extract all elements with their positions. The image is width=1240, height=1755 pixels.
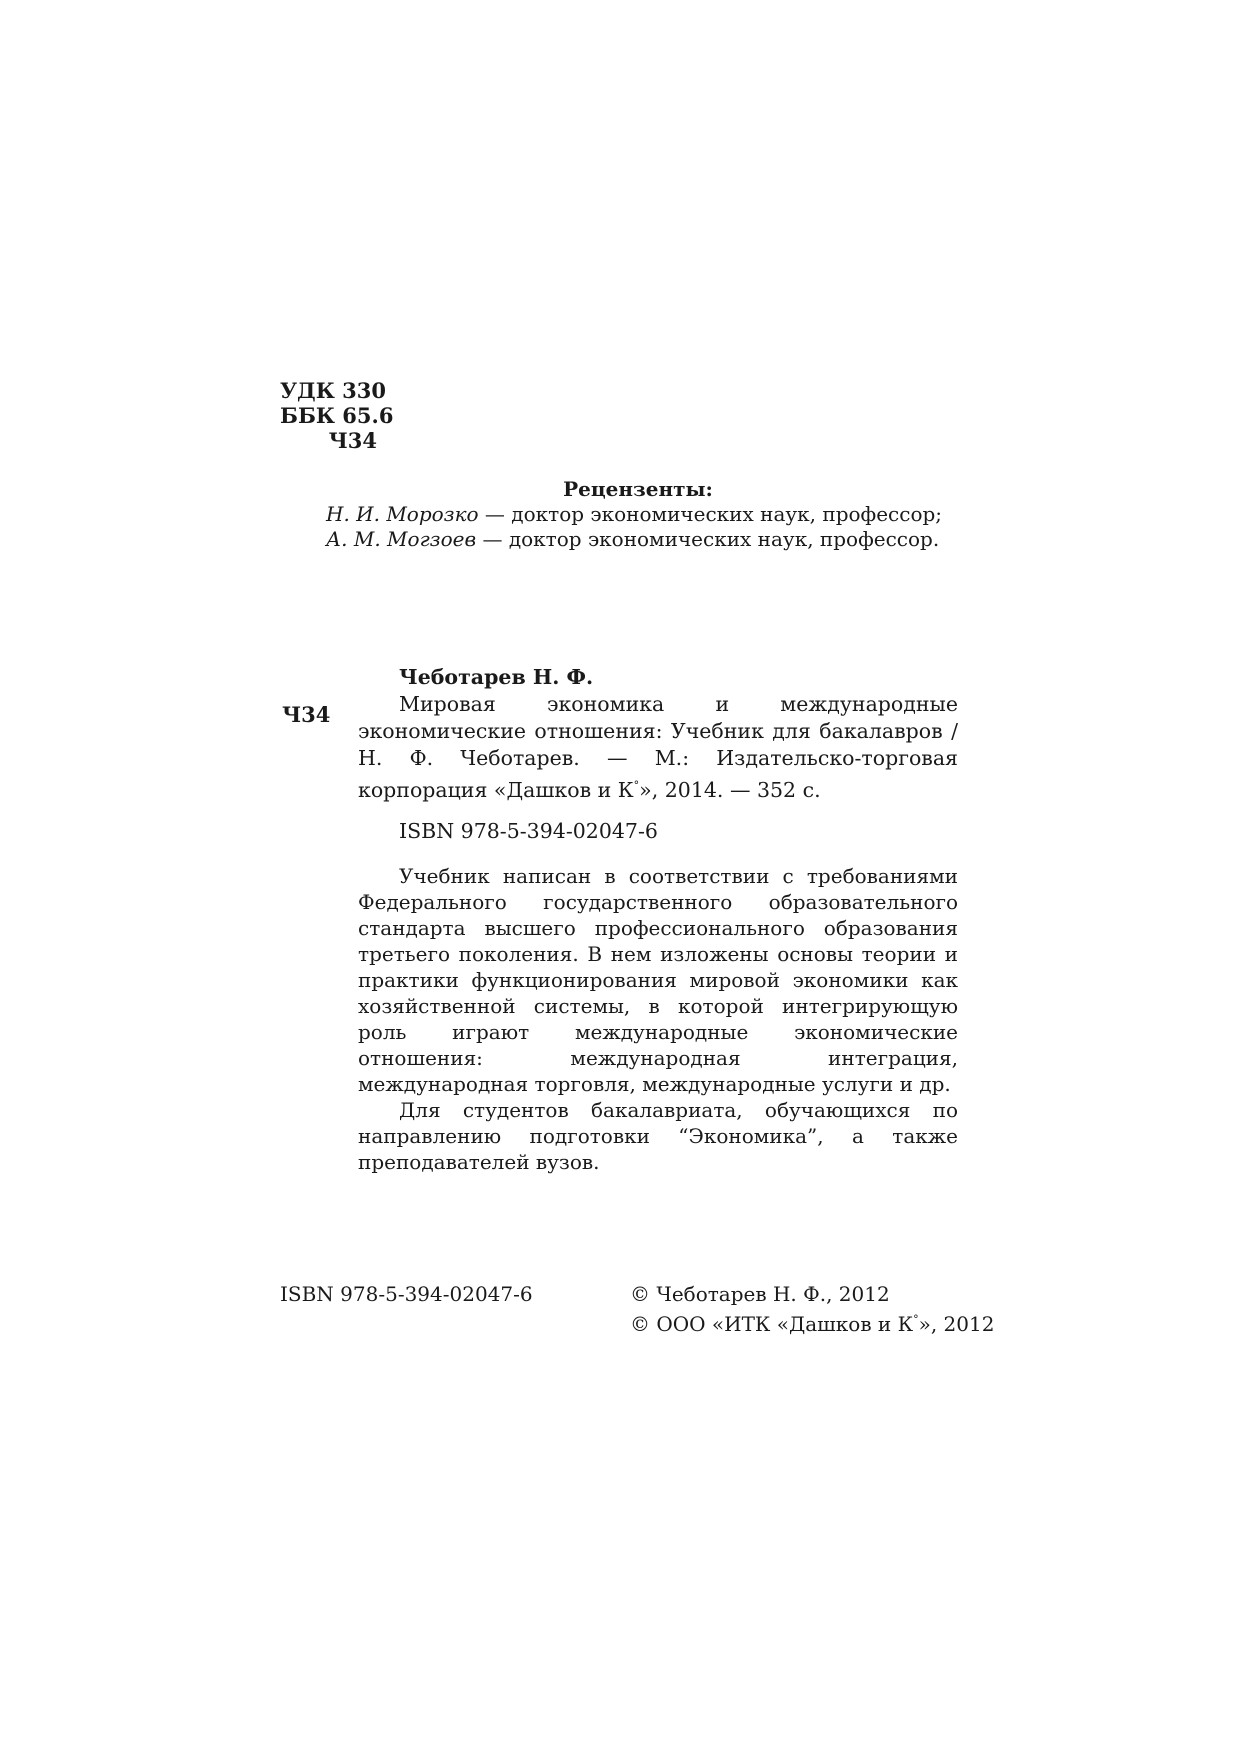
reviewer-name: Н. И. Морозко — [326, 502, 479, 526]
udk-code: УДК 330 — [280, 378, 386, 403]
bbk-code: ББК 65.6 — [280, 403, 394, 428]
bibliographic-entry — [358, 664, 958, 1175]
reviewer-name: А. М. Могзоев — [326, 527, 477, 551]
reviewers-heading: Рецензенты: — [563, 477, 713, 501]
copyright-block — [630, 1281, 994, 1337]
classification-block — [280, 378, 394, 453]
entry-isbn: ISBN 978-5-394-02047-6 — [399, 819, 658, 843]
entry-description: Мировая экономика и международные экономические отношения: Учебник для бакалавров / Н. Ф. Чеботарев. — М.: Издательско-торговая корпорация «Дашков и К°», 2014. — 352 с. — [358, 692, 958, 802]
entry-author: Чеботарев Н. Ф. — [399, 665, 594, 689]
copyright-publisher: © ООО «ИТК «Дашков и К°», 2012 — [630, 1312, 995, 1336]
entry-audience: Для студентов бакалавриата, обучающихся по направлению подготовки “Экономика”, а также преподавателей вузов. — [358, 1098, 958, 1174]
footer-isbn: ISBN 978-5-394-02047-6 — [280, 1282, 533, 1306]
copyright-author: © Чеботарев Н. Ф., 2012 — [630, 1282, 890, 1306]
reviewers-block — [300, 477, 960, 552]
entry-cutter-code: Ч34 — [282, 702, 331, 727]
reviewer-desc: — доктор экономических наук, профессор; — [478, 502, 943, 526]
reviewer-item — [300, 527, 960, 552]
cutter-code: Ч34 — [328, 428, 377, 453]
entry-annotation: Учебник написан в соответствии с требованиями Федерального государственного образовательного стандарта высшего профессионального образования третьего поколения. В нем изложены основы теории и практики функционирования мировой экономики как хозяйственной системы, в которой интегрирующую роль играют международные экономические отношения: международная интеграция, международная торговля, международные услуги и др. — [358, 864, 958, 1096]
reviewer-item — [300, 502, 960, 527]
reviewer-desc: — доктор экономических наук, профессор. — [476, 527, 940, 551]
